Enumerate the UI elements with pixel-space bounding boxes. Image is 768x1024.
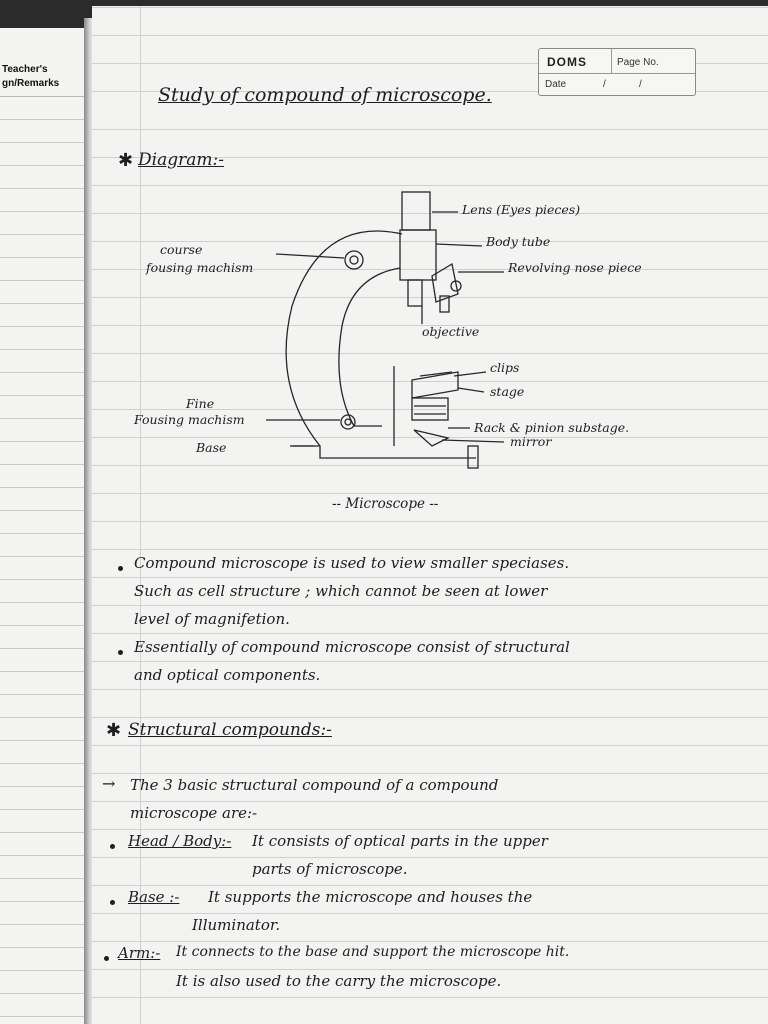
label-coarse-line1: course (160, 242, 203, 257)
remarks-label-line1: Teacher's (2, 64, 48, 75)
definition-line: It is also used to the carry the microscope. (176, 972, 502, 990)
bullet-point (110, 900, 115, 905)
fine-knob-shape (341, 415, 355, 429)
definition-line: parts of microscope. (252, 860, 408, 878)
bullet-point (118, 650, 123, 655)
definition-line: It connects to the base and support the microscope hit. (176, 944, 570, 960)
diagram-caption: -- Microscope -- (332, 496, 439, 512)
paragraph-line: Such as cell structure ; which cannot be seen at lower (134, 582, 548, 600)
label-base: Base (196, 440, 227, 455)
date-slash: / (639, 79, 642, 90)
coarse-knob-shape (345, 251, 363, 269)
date-label: Date (545, 79, 567, 90)
coarse-knob-shape (350, 256, 358, 264)
pointer-line (436, 244, 482, 246)
bullet-point (118, 566, 123, 571)
mirror-shape (414, 430, 448, 446)
definition-line: It supports the microscope and houses the (208, 888, 533, 906)
paragraph-line: level of magnifetion. (134, 610, 290, 628)
page-title: Study of compound of microscope. (158, 84, 492, 106)
label-clips: clips (490, 360, 520, 375)
label-lens: Lens (Eyes pieces) (462, 202, 581, 217)
remarks-header (0, 28, 84, 97)
remarks-label-line2: gn/Remarks (2, 78, 60, 89)
base-shape (292, 446, 476, 458)
arrow-icon: → (102, 774, 116, 793)
label-mirror: mirror (510, 434, 552, 449)
paragraph-line: and optical components. (134, 666, 321, 684)
label-revolving-nose-piece: Revolving nose piece (508, 260, 642, 275)
pointer-line (454, 372, 486, 376)
label-stage: stage (490, 384, 525, 399)
label-fine-line2: Fousing machism (134, 412, 245, 427)
bullet-point (110, 844, 115, 849)
base-foot-shape (468, 446, 478, 468)
paragraph-line: Essentially of compound microscope consist of structural (134, 638, 570, 656)
structural-heading: Structural compounds:- (128, 720, 332, 740)
brand-logo: DOMS (547, 55, 587, 69)
paragraph-line: Compound microscope is used to view smaller speciases. (134, 554, 570, 572)
substage-shape (412, 398, 448, 420)
pointer-line (276, 254, 344, 258)
pointer-line (458, 388, 484, 392)
definition-line: Illuminator. (192, 916, 281, 934)
label-fine-line1: Fine (186, 396, 215, 411)
left-page (0, 28, 86, 1024)
star-bullet: ✱ (106, 720, 122, 741)
arm-outer-shape (286, 231, 402, 446)
structural-intro-line: microscope are:- (130, 804, 258, 822)
pointer-line (442, 440, 504, 442)
term-head-body: Head / Body:- (128, 832, 232, 850)
body-tube-shape (400, 230, 436, 280)
arm-inner-shape (339, 268, 400, 426)
label-coarse-line2: fousing machism (146, 260, 254, 275)
right-page (92, 6, 768, 1024)
star-bullet: ✱ (118, 150, 134, 171)
definition-line: It consists of optical parts in the upper (252, 832, 548, 850)
date-slash: / (603, 79, 606, 90)
stage-shape (412, 372, 458, 398)
eyepiece-shape (402, 192, 430, 230)
label-objective: objective (422, 324, 480, 339)
label-body-tube: Body tube (486, 234, 551, 249)
bullet-point (104, 956, 109, 961)
objective-shape (408, 280, 422, 306)
term-base: Base :- (128, 888, 180, 906)
diagram-heading: Diagram:- (138, 150, 224, 170)
fine-knob-shape (345, 419, 351, 425)
page-no-label: Page No. (617, 57, 659, 68)
structural-intro-line: The 3 basic structural compound of a compound (130, 776, 499, 794)
label-rack-pinion: Rack & pinion substage. (474, 420, 630, 435)
term-arm: Arm:- (118, 944, 161, 962)
